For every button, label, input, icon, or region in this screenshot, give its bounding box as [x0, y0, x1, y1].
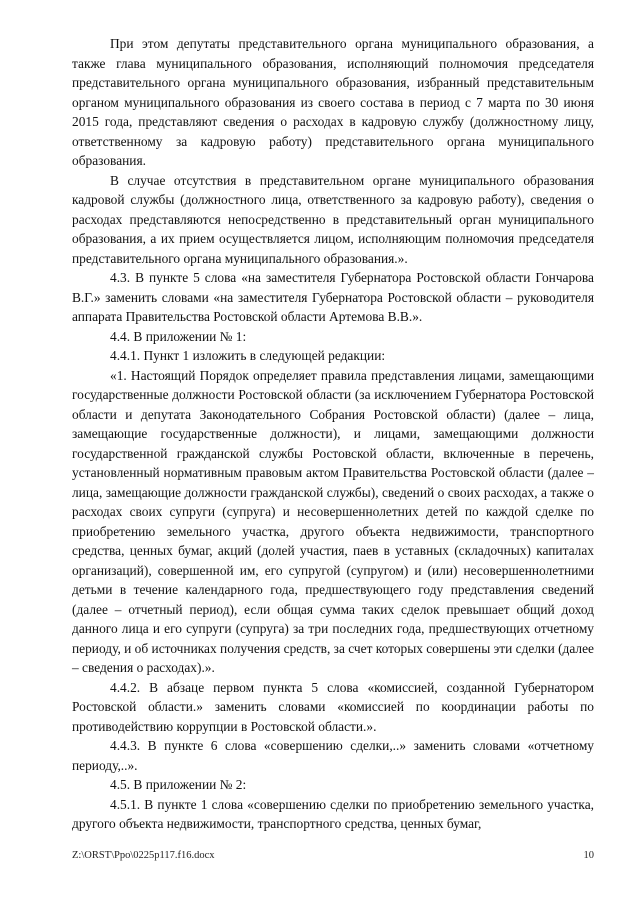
paragraph: 4.4.1. Пункт 1 изложить в следующей редакции:: [110, 348, 386, 363]
document-body: [72, 34, 594, 834]
footer-file-path: Z:\ORST\Ppo\0225p117.f16.docx: [72, 850, 215, 861]
paragraph: В случае отсутствия в представительном органе муниципального образования кадровой службы (должностного лица, ответственного за кадровую работу), сведения о расходах представляются непосредственно в представительный орган муниципального образования, а их прием осуществляется лицом, исполняющим полномочия председателя представительного органа муниципального образования.».: [72, 172, 594, 266]
paragraph: 4.5.1. В пункте 1 слова «совершению сделки по приобретению земельного участка, другого объекта недвижимости, транспортного средства, ценных бумаг,: [72, 796, 594, 831]
paragraph: 4.4.3. В пункте 6 слова «совершению сделки,..» заменить словами «отчетному периоду,..».: [72, 738, 594, 773]
paragraph: 4.4.2. В абзаце первом пункта 5 слова «комиссией, созданной Губернатором Ростовской области.» заменить словами «комиссией по координации работы по противодействию коррупции в Ростовской области.».: [72, 679, 594, 734]
paragraph: 4.3. В пункте 5 слова «на заместителя Губернатора Ростовской области Гончарова В.Г.» заменить словами «на заместителя Губернатора Ростовской области – руководителя аппарата Правительства Ростовской области Артемова В.В.».: [72, 270, 594, 324]
paragraph: «1. Настоящий Порядок определяет правила представления лицами, замещающими государственные должности Ростовской области (за исключением Губернатора Ростовской области и депутата Законодательного Собрания Ростовской области) (далее – лица, замещающие государственные должности), и лицами, замещающими должности государственной гражданской службы Ростовской области, включенные в перечень, установленный нормативным правовым актом Правительства Ростовской области (далее – лица, замещающие должности гражданской службы), сведений о своих расходах, а также о расходах своих супруги (супруга) и несовершеннолетних детей по каждой сделке по приобретению земельного участка, другого объекта недвижимости, транспортного средства, ценных бумаг, акций (долей участия, паев в уставных (складочных) капиталах организаций), совершенной им, его супругой (супругом) и (или) несовершеннолетними детьми в течение календарного года, предшествующего году представления сведений (далее – отчетный период), если общая сумма таких сделок превышает общий доход данного лица и его супруги (супруга) за три последних года, предшествующих отчетному периоду, и об источниках получения средств, за счет которых совершены эти сделки (далее – сведения о расходах).».: [72, 367, 594, 675]
paragraph: 4.5. В приложении № 2:: [110, 777, 247, 792]
page-number: 10: [583, 850, 594, 861]
paragraph: 4.4. В приложении № 1:: [110, 328, 247, 344]
paragraph: При этом депутаты представительного органа муниципального образования, а также глава муниципального образования, исполняющий полномочия председателя представительного органа муниципального образования, избранный представительным органом муниципального образования из своего состава в период с 7 марта по 30 июня 2015 года, представляют сведения о расходах в кадровую службу (должностному лицу, ответственному за кадровую работу) представительного органа муниципального образования.: [72, 36, 594, 168]
